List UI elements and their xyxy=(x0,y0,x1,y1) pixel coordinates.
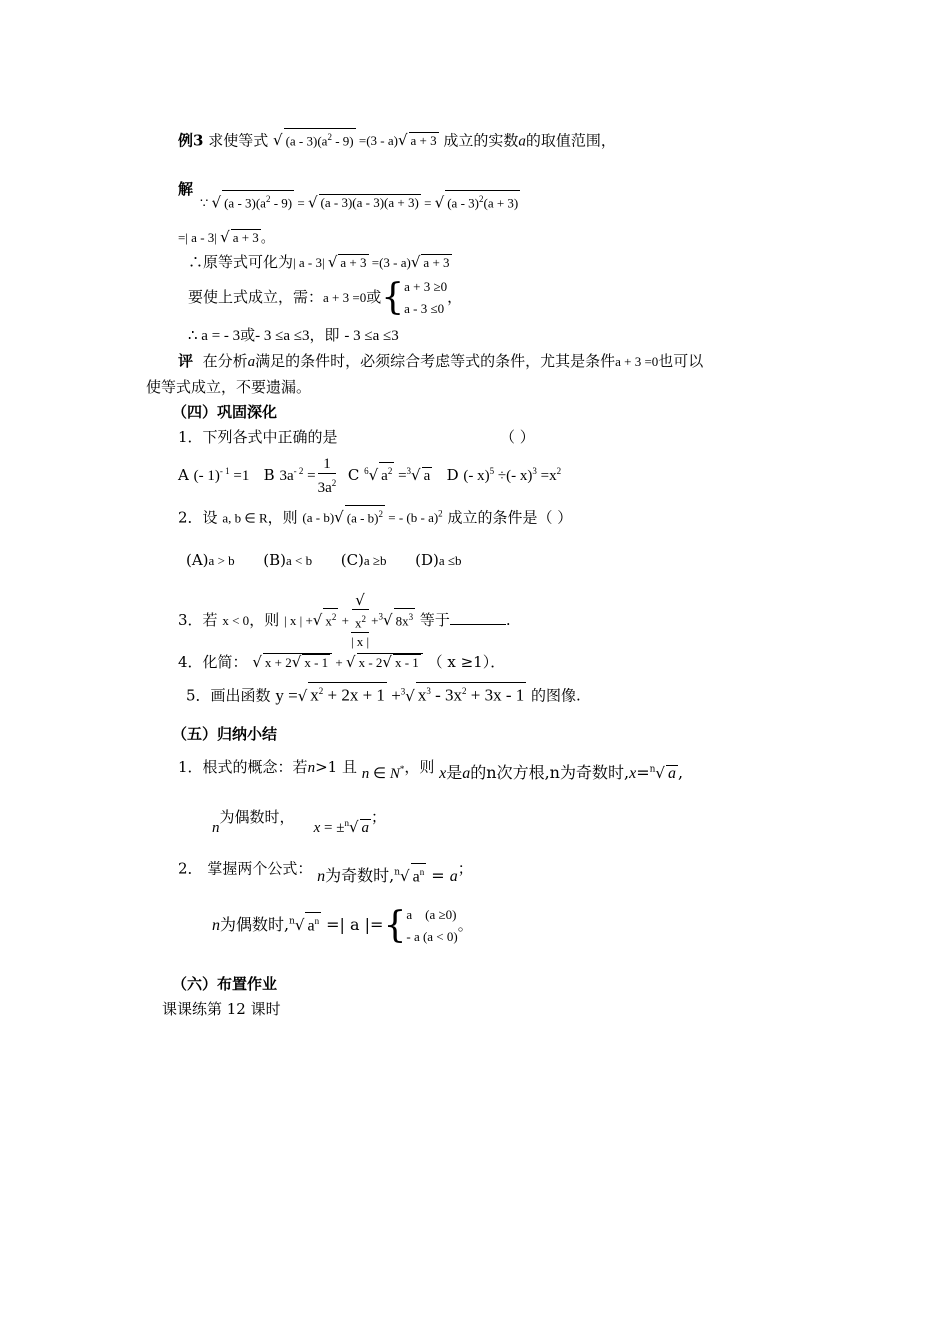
summary-1-line-2: n为偶数时， x = ±$^n$√ a； xyxy=(212,808,387,836)
section-4-title: （四）巩固深化 xyxy=(172,403,278,421)
example-label: 例3 xyxy=(178,131,204,150)
question-4: 4．化简： √ x + 2√ x - 1 + √ x - 2√ x - 1 （ x ≥1）． xyxy=(178,653,506,671)
summary-1: 1．根式的概念：若n>1 且 n ∈ N*，则 x是a的n次方根,n为奇数时,x=$^n$√ a , xyxy=(178,758,684,782)
question-2-options: (A)a > b (B)a < b (C)a ≥b (D)a ≤b xyxy=(186,551,462,569)
solution-line-3: ∴原等式可化为| a - 3| √ a + 3 =(3 - a)√ a + 3 xyxy=(188,253,450,271)
question-5: 5．画出函数 y =√ $x^2 + 2x + 1 +^3√$ $x^3 - 3x^2 + 3x - 1$ 的图像. xyxy=(186,680,581,707)
homework: 课课练第 12 课时 xyxy=(162,1000,281,1018)
formula: √ $(a - 3)(a^2 - 9) =(3 - a)√$ a + 3 xyxy=(273,133,439,148)
summary-2-line-2: n为偶数时,$^n$√ $a^n$ =| a |={ a (a ≥0) - a (a < 0) 。 xyxy=(212,905,473,946)
question-3: 3．若 x < 0，则 | x | +√ $x^2$ + √ $x^2$ | x | +$^3$√ $8x^3$ 等于 . xyxy=(178,591,511,650)
solution-line-5: ∴ a = - 3或- 3 ≤a ≤3，即 - 3 ≤a ≤3 xyxy=(188,326,399,344)
question-2: 2．设 a, b ∈ R，则 (a - b)√ (a - b)$^2$ = - (b - a)$^2$ 成立的条件是（ ） xyxy=(178,503,572,529)
example-3-line xyxy=(178,128,616,152)
summary-2: 2． 掌握两个公式： n为奇数时,$^n$√ $a^n = a$； xyxy=(178,859,473,886)
solution-line-1: ∵ √ $(a - 3)(a^2 - 9)$ = √ (a - 3)(a - 3)(a + 3) = √ (a - 3)$^2$(a + 3) xyxy=(200,190,520,214)
question-1-options: A (- 1)$^{- 1}$ =1 B $3a^{- 2}$ = $\frac{1}{3a^2}$ C $^6$√ $a^2 =^3√$ a D (- x)$^5$ ÷(- $x)^3 =x^2$ xyxy=(178,456,562,496)
section-6-title: （六）布置作业 xyxy=(172,975,278,993)
question-1: 1．下列各式中正确的是 （ ） xyxy=(178,428,535,446)
variable-a: a xyxy=(518,133,526,150)
example-text: 求使等式 xyxy=(208,131,269,150)
example-text: 的取值范围， xyxy=(525,131,616,150)
solution-line-4: 要使上式成立，需：a + 3 =0或{ a + 3 ≥0 a - 3 ≤0 ， xyxy=(188,277,463,318)
comment-line-2: 使等式成立，不要遗漏。 xyxy=(146,378,312,396)
comment-label: 评 xyxy=(178,352,194,370)
section-5-title: （五）归纳小结 xyxy=(172,725,278,743)
solution-label: 解 xyxy=(178,180,194,198)
solution-line-2: =| a - 3| √ a + 3 。 xyxy=(178,228,274,246)
example-text: 成立的实数 xyxy=(443,131,519,150)
comment-line-1: 评 在分析a满足的条件时，必须综合考虑等式的条件，尤其是条件a + 3 =0也可以 xyxy=(178,352,704,370)
